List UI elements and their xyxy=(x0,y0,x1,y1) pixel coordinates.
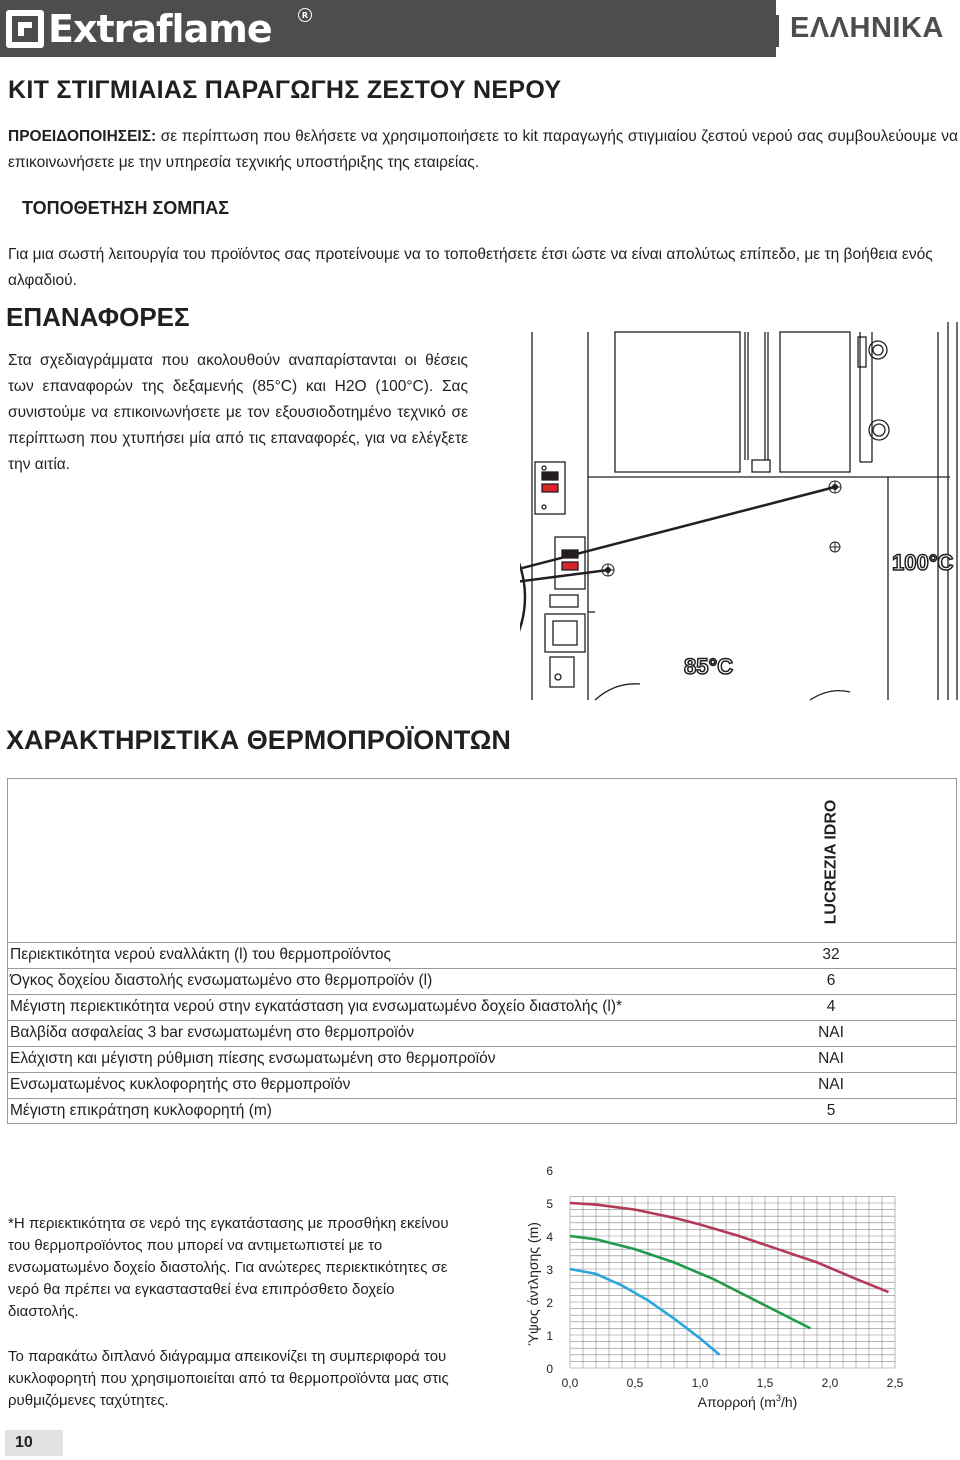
row-value: ΝΑΙ xyxy=(818,1050,844,1067)
brand-name: Extraflame xyxy=(48,6,272,51)
y-tick-label: 2 xyxy=(546,1296,553,1310)
table-row xyxy=(8,1098,956,1124)
x-tick-label: 0,0 xyxy=(561,1376,579,1390)
table-row xyxy=(8,994,956,1021)
row-value: 6 xyxy=(826,972,836,989)
brand-logo-icon xyxy=(6,10,44,48)
placement-text: Για μια σωστή λειτουργία του προϊόντος σας προτείνουμε να το τοποθετήσετε έτσι ώστε να είναι απολύτως επίπεδο, με τη βοήθεια ενός αλφαδιού. xyxy=(8,246,933,289)
page-title: ΚΙΤ ΣΤΙΓΜΙΑΙΑΣ ΠΑΡΑΓΩΓΗΣ ΖΕΣΤΟΥ ΝΕΡΟΥ xyxy=(8,76,562,104)
row-value: ΝΑΙ xyxy=(818,1076,844,1093)
table-header xyxy=(8,779,956,943)
y-tick-label: 1 xyxy=(546,1329,553,1343)
resets-text: Στα σχεδιαγράμματα που ακολουθούν αναπαρίστανται οι θέσεις των επαναφορών της δεξαμενής (85°C) και H2O (100°C). Σας συνιστούμε να επικοινωνήσετε με τον εξουσιοδοτημένο τεχνικό σε περίπτωση που χτυπήσει μία από τις επαναφορές, για να ελέγξετε την αιτία. xyxy=(8,352,468,473)
resets-heading: ΕΠΑΝΑΦΟΡΕΣ xyxy=(6,302,190,332)
page-number: 10 xyxy=(5,1430,63,1456)
table-row xyxy=(8,942,956,969)
warning-text: σε περίπτωση που θελήσετε να χρησιμοποιήσετε το kit παραγωγής στιγμιαίου ζεστού νερού σας συμβουλεύουμε να επικοινωνήσετε με την υπηρεσία τεχνικής υποστήριξης της εταιρείας. xyxy=(8,128,958,171)
table-row xyxy=(8,1072,956,1099)
y-tick-label: 6 xyxy=(546,1164,553,1178)
row-label: Μέγιστη επικράτηση κυκλοφορητή (m) xyxy=(10,1102,272,1119)
model-column-header xyxy=(811,797,851,927)
y-tick-label: 0 xyxy=(546,1362,553,1376)
row-label: Βαλβίδα ασφαλείας 3 bar ενσωματωμένη στο θερμοπροϊόν xyxy=(10,1024,415,1041)
x-tick-label: 2,5 xyxy=(886,1376,904,1390)
y-tick-label: 3 xyxy=(546,1263,553,1277)
y-axis-label: Ύψος άντλησης (m) xyxy=(525,1222,541,1346)
row-label: Ελάχιστη και μέγιστη ρύθμιση πίεσης ενσωματωμένη στο θερμοπροϊόν xyxy=(10,1050,496,1067)
pump-curve-3 xyxy=(570,1269,720,1355)
reset-100-label: 100°C xyxy=(892,550,954,575)
row-value: 32 xyxy=(822,946,840,963)
thermo-heading: ΧΑΡΑΚΤΗΡΙΣΤΙΚΑ ΘΕΡΜΟΠΡΟΪΟΝΤΩΝ xyxy=(6,725,511,755)
row-label: Περιεκτικότητα νερού εναλλάκτη (l) του θερμοπροϊόντος xyxy=(10,946,391,963)
x-tick-label: 1,5 xyxy=(756,1376,774,1390)
x-tick-label: 0,5 xyxy=(626,1376,644,1390)
row-value: 4 xyxy=(826,998,836,1015)
y-tick-label: 5 xyxy=(546,1197,553,1211)
language-divider xyxy=(776,15,779,47)
reset-location-diagram xyxy=(520,312,960,702)
table-row xyxy=(8,968,956,995)
row-label: Μέγιστη περιεκτικότητα νερού στην εγκατάσταση για ενσωματωμένο δοχείο διαστολής (l)* xyxy=(10,998,623,1015)
pump-curve-chart xyxy=(505,1150,905,1410)
table-row xyxy=(8,1020,956,1047)
row-value: 5 xyxy=(826,1102,836,1119)
table-row xyxy=(8,1046,956,1073)
reset-85-label: 85°C xyxy=(684,654,734,679)
x-tick-label: 1,0 xyxy=(691,1376,709,1390)
row-label: Όγκος δοχείου διαστολής ενσωματωμένο στο θερμοπροϊόν (l) xyxy=(10,972,433,989)
x-axis-label-text: Απορροή (m xyxy=(697,1394,776,1410)
specs-table xyxy=(7,778,957,1124)
warning-paragraph xyxy=(8,124,958,176)
x-axis-label xyxy=(698,1393,798,1410)
x-axis-label-end: /h) xyxy=(780,1394,798,1410)
registered-mark: R xyxy=(298,8,312,22)
y-tick-label: 4 xyxy=(546,1230,553,1244)
row-value: ΝΑΙ xyxy=(818,1024,844,1041)
row-label: Ενσωματωμένος κυκλοφορητής στο θερμοπροϊόν xyxy=(10,1076,351,1093)
model-name: LUCREZIA IDRO xyxy=(822,799,840,925)
placement-heading: ΤΟΠΟΘΕΤΗΣΗ ΣΟΜΠΑΣ xyxy=(22,198,230,218)
x-axis-label-sup: 3 xyxy=(775,1393,781,1403)
x-tick-label: 2,0 xyxy=(821,1376,839,1390)
warning-label: ΠΡΟΕΙΔΟΠΟΙΗΣΕΙΣ: xyxy=(8,128,157,145)
chart-intro-note: Το παρακάτω διπλανό διάγραμμα απεικονίζει τη συμπεριφορά του κυκλοφορητή που χρησιμοποιείται από τα θερμοπροϊόντα μας στις ρυθμιζόμενες ταχύτητες. xyxy=(8,1348,449,1409)
language-label: ΕΛΛΗΝΙΚΑ xyxy=(790,12,944,44)
brand-header xyxy=(0,0,776,57)
capacity-note: *Η περιεκτικότητα σε νερό της εγκατάστασης με προσθήκη εκείνου του θερμοπροϊόντος που μπορεί να αντιμετωπιστεί με το ενσωματωμένο δοχείο διαστολής. Για ανώτερες περιεκτικότητες σε νερό θα πρέπει να εγκαστασταθεί ένα επιπρόσθετο δοχείο διαστολής. xyxy=(8,1215,449,1320)
